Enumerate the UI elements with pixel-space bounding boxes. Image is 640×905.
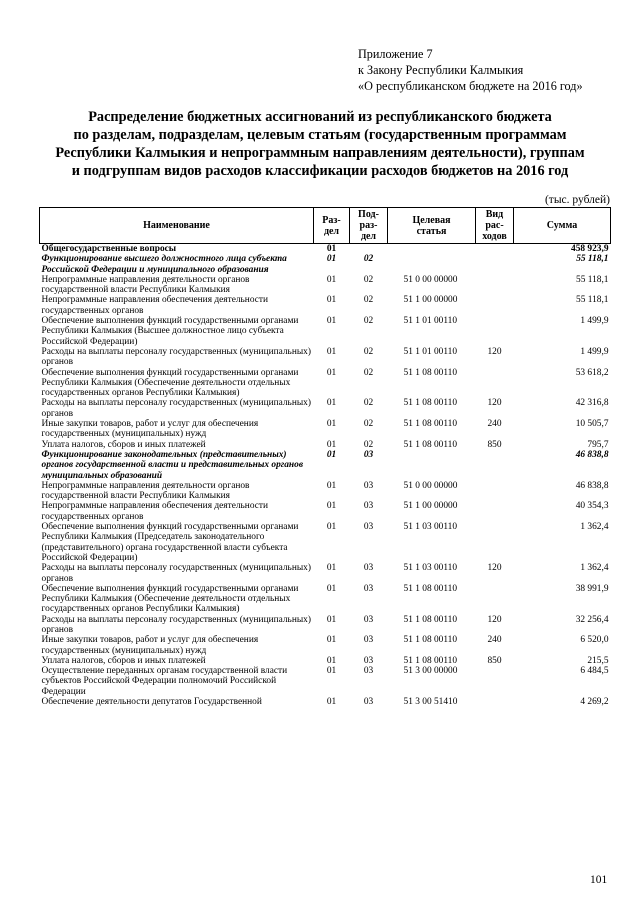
cell-name: Общегосударственные вопросы <box>41 244 177 254</box>
cell-podrazdel: 03 <box>363 583 374 594</box>
cell-name: Расходы на выплаты персоналу государственных (муниципальных) органов <box>41 346 311 368</box>
cell-vid: 120 <box>487 614 502 625</box>
cell-vid <box>476 697 514 707</box>
cell-podrazdel: 03 <box>363 501 374 512</box>
budget-table <box>39 207 611 707</box>
cell-name: Непрограммные направления деятельности органов государственной власти Республики Калмыкия <box>41 480 250 502</box>
cell-target: 51 1 03 00110 <box>403 522 458 533</box>
table-row <box>40 615 611 636</box>
cell-podrazdel: 03 <box>363 655 374 666</box>
table-header-row <box>40 208 611 244</box>
cell-name: Иные закупки товаров, работ и услуг для обеспечения государственных (муниципальных) нужд <box>41 419 259 440</box>
cell-podrazdel <box>350 244 388 255</box>
cell-razdel: 01 <box>326 635 337 646</box>
table-row <box>40 347 611 368</box>
cell-vid <box>476 368 514 399</box>
cell-sum: 795,7 <box>587 439 609 450</box>
table-row <box>40 440 611 450</box>
cell-podrazdel: 02 <box>363 439 374 450</box>
cell-name: Обеспечение выполнения функций государственными органами Республики Калмыкия (Высшее должностное лицо субъекта Российской Федерации) <box>41 316 299 347</box>
table-row <box>40 697 611 707</box>
cell-sum: 1 362,4 <box>580 522 609 533</box>
cell-target: 51 1 00 00000 <box>403 501 458 512</box>
table-row <box>40 584 611 615</box>
cell-sum: 32 256,4 <box>575 614 609 625</box>
appendix-line-3: «О республиканском бюджете на 2016 год» <box>358 79 583 93</box>
cell-podrazdel: 03 <box>363 614 374 625</box>
table-row <box>40 244 611 255</box>
cell-target: 51 1 08 00110 <box>403 614 458 625</box>
cell-sum: 46 838,8 <box>575 480 609 491</box>
cell-sum: 458 923,9 <box>571 244 609 254</box>
cell-razdel: 01 <box>326 254 337 265</box>
cell-podrazdel: 02 <box>363 274 374 285</box>
cell-sum: 6 484,5 <box>580 666 609 677</box>
cell-sum: 1 362,4 <box>580 563 609 574</box>
cell-name: Расходы на выплаты персоналу государственных (муниципальных) органов <box>41 398 311 419</box>
cell-name: Расходы на выплаты персоналу государственных (муниципальных) органов <box>41 614 311 635</box>
cell-podrazdel: 03 <box>363 697 374 708</box>
title-line-1: Распределение бюджетных ассигнований из республиканского бюджета <box>88 109 552 125</box>
cell-name: Непрограммные направления деятельности органов государственной власти Республики Калмыкия <box>41 274 250 296</box>
cell-name: Обеспечение выполнения функций государственными органами Республики Калмыкия (Обеспечение деятельности отдельных государственных органов Республики Калмыкия) <box>41 583 299 615</box>
cell-sum: 1 499,9 <box>580 316 609 327</box>
cell-name: Осуществление переданных органам государственной власти субъектов Российской Федерации полномочий Российской Федерации <box>41 666 288 697</box>
table-row <box>40 316 611 347</box>
cell-vid <box>476 666 514 697</box>
cell-target: 51 0 00 00000 <box>403 480 458 491</box>
cell-target <box>388 244 476 255</box>
cell-vid <box>476 522 514 563</box>
cell-razdel: 01 <box>326 244 337 254</box>
title-line-4: и подгруппам видов расходов классификации расходов бюджетов на 2016 год <box>71 163 569 179</box>
cell-razdel: 01 <box>326 501 337 512</box>
cell-name: Обеспечение выполнения функций государственными органами Республики Калмыкия (Председатель законодательного (представительного) органа государственной власти субъекта Российской Федерации) <box>41 522 299 563</box>
table-row <box>40 656 611 666</box>
cell-target: 51 1 08 00110 <box>403 398 458 409</box>
cell-razdel: 01 <box>326 480 337 491</box>
cell-target: 51 1 08 00110 <box>403 583 458 594</box>
cell-razdel: 01 <box>326 583 337 594</box>
appendix-note <box>358 46 583 94</box>
cell-name: Функционирование законодательных (представительных) органов государственной власти и представительных органов муниципальных образований <box>41 449 304 481</box>
cell-razdel: 01 <box>326 522 337 533</box>
cell-name: Функционирование высшего должностного лица субъекта Российской Федерации и муниципального образования <box>41 254 287 275</box>
cell-podrazdel: 02 <box>363 316 374 327</box>
cell-target: 51 1 08 00110 <box>403 419 458 430</box>
cell-name: Обеспечение выполнения функций государственными органами Республики Калмыкия (Обеспечение деятельности отдельных государственных органов Республики Калмыкия) <box>41 367 299 399</box>
page-number: 101 <box>590 874 608 886</box>
cell-podrazdel: 02 <box>363 254 374 265</box>
cell-razdel: 01 <box>326 274 337 285</box>
cell-razdel: 01 <box>326 655 337 666</box>
cell-vid: 240 <box>487 419 502 430</box>
cell-sum: 4 269,2 <box>580 697 609 708</box>
cell-target: 51 3 00 51410 <box>403 697 458 708</box>
table-row <box>40 501 611 522</box>
cell-target: 51 3 00 00000 <box>403 666 458 677</box>
cell-sum: 10 505,7 <box>575 419 609 430</box>
table-row <box>40 275 611 296</box>
cell-sum: 38 991,9 <box>575 583 609 594</box>
cell-sum: 55 118,1 <box>576 254 609 265</box>
cell-podrazdel: 02 <box>363 367 374 378</box>
cell-target: 51 1 03 00110 <box>403 563 458 574</box>
cell-target: 51 1 00 00000 <box>403 295 458 306</box>
cell-vid <box>476 584 514 615</box>
cell-razdel: 01 <box>326 439 337 450</box>
cell-podrazdel: 03 <box>363 449 374 460</box>
cell-target: 51 0 00 00000 <box>403 274 458 285</box>
table-body <box>40 244 611 708</box>
appendix-line-1: Приложение 7 <box>358 47 433 61</box>
cell-podrazdel: 03 <box>363 563 374 574</box>
table-row <box>40 398 611 419</box>
cell-podrazdel: 02 <box>363 419 374 430</box>
cell-target <box>388 254 476 275</box>
cell-target: 51 1 08 00110 <box>403 367 458 378</box>
cell-podrazdel: 03 <box>363 480 374 491</box>
table-row <box>40 450 611 481</box>
header-name: Наименование <box>40 208 314 244</box>
cell-name: Непрограммные направления обеспечения деятельности государственных органов <box>41 501 269 522</box>
cell-name: Уплата налогов, сборов и иных платежей <box>41 439 206 450</box>
cell-target: 51 1 01 00110 <box>403 316 458 327</box>
cell-target: 51 1 08 00110 <box>403 439 458 450</box>
cell-name: Уплата налогов, сборов и иных платежей <box>41 655 206 666</box>
units-label: (тыс. рублей) <box>544 194 610 206</box>
cell-razdel: 01 <box>326 346 337 357</box>
cell-podrazdel: 03 <box>363 522 374 533</box>
cell-sum: 46 838,8 <box>575 449 609 460</box>
header-target: Целевая статья <box>388 208 476 244</box>
table-row <box>40 522 611 563</box>
cell-vid: 120 <box>487 398 502 409</box>
cell-sum: 1 499,9 <box>580 346 609 357</box>
cell-sum: 6 520,0 <box>580 635 609 646</box>
cell-sum: 42 316,8 <box>575 398 609 409</box>
title-line-3: Республики Калмыкия и непрограммным направлениям деятельности), группам <box>55 145 585 161</box>
table-row <box>40 666 611 697</box>
cell-podrazdel: 02 <box>363 398 374 409</box>
appendix-line-2: к Закону Республики Калмыкия <box>358 63 524 77</box>
cell-razdel: 01 <box>326 449 337 460</box>
cell-razdel: 01 <box>326 563 337 574</box>
header-podrazdel: Под- раз- дел <box>350 208 388 244</box>
cell-podrazdel: 03 <box>363 635 374 646</box>
table-row <box>40 419 611 440</box>
cell-razdel: 01 <box>326 295 337 306</box>
cell-target: 51 1 01 00110 <box>403 346 458 357</box>
cell-razdel: 01 <box>326 697 337 708</box>
cell-vid <box>476 244 514 255</box>
cell-podrazdel: 02 <box>363 346 374 357</box>
cell-vid <box>476 295 514 316</box>
cell-razdel: 01 <box>326 419 337 430</box>
cell-razdel: 01 <box>326 367 337 378</box>
cell-vid <box>476 501 514 522</box>
cell-vid <box>476 316 514 347</box>
cell-podrazdel: 02 <box>363 295 374 306</box>
table-row <box>40 368 611 399</box>
cell-sum: 55 118,1 <box>576 295 609 306</box>
cell-target: 51 1 08 00110 <box>403 655 458 666</box>
cell-razdel: 01 <box>326 614 337 625</box>
cell-sum: 40 354,3 <box>575 501 609 512</box>
table-row <box>40 254 611 275</box>
cell-target: 51 1 08 00110 <box>403 635 458 646</box>
cell-vid: 850 <box>487 655 502 666</box>
table-row <box>40 295 611 316</box>
table-row <box>40 635 611 656</box>
cell-name: Иные закупки товаров, работ и услуг для обеспечения государственных (муниципальных) нужд <box>41 635 259 656</box>
cell-razdel: 01 <box>326 398 337 409</box>
cell-sum: 215,5 <box>587 655 609 666</box>
cell-sum: 55 118,1 <box>576 274 609 285</box>
table-row <box>40 563 611 584</box>
cell-razdel: 01 <box>326 316 337 327</box>
cell-vid <box>476 275 514 296</box>
cell-name: Расходы на выплаты персоналу государственных (муниципальных) органов <box>41 563 311 584</box>
header-vid: Вид рас- ходов <box>476 208 514 244</box>
cell-sum: 53 618,2 <box>575 367 609 378</box>
document-title <box>0 108 640 180</box>
cell-vid: 240 <box>487 635 502 646</box>
cell-vid <box>476 481 514 502</box>
cell-target <box>388 450 476 481</box>
header-razdel: Раз- дел <box>314 208 350 244</box>
cell-razdel: 01 <box>326 666 337 677</box>
cell-name: Непрограммные направления обеспечения деятельности государственных органов <box>41 295 269 316</box>
cell-podrazdel: 03 <box>363 666 374 677</box>
cell-vid: 120 <box>487 563 502 574</box>
cell-vid <box>476 450 514 481</box>
cell-vid: 120 <box>487 346 502 357</box>
table-row <box>40 481 611 502</box>
cell-vid: 850 <box>487 439 502 450</box>
header-sum: Сумма <box>514 208 611 244</box>
title-line-2: по разделам, подразделам, целевым статьям (государственным программам <box>73 127 567 143</box>
cell-name: Обеспечение деятельности депутатов Государственной <box>41 697 262 708</box>
cell-vid <box>476 254 514 275</box>
